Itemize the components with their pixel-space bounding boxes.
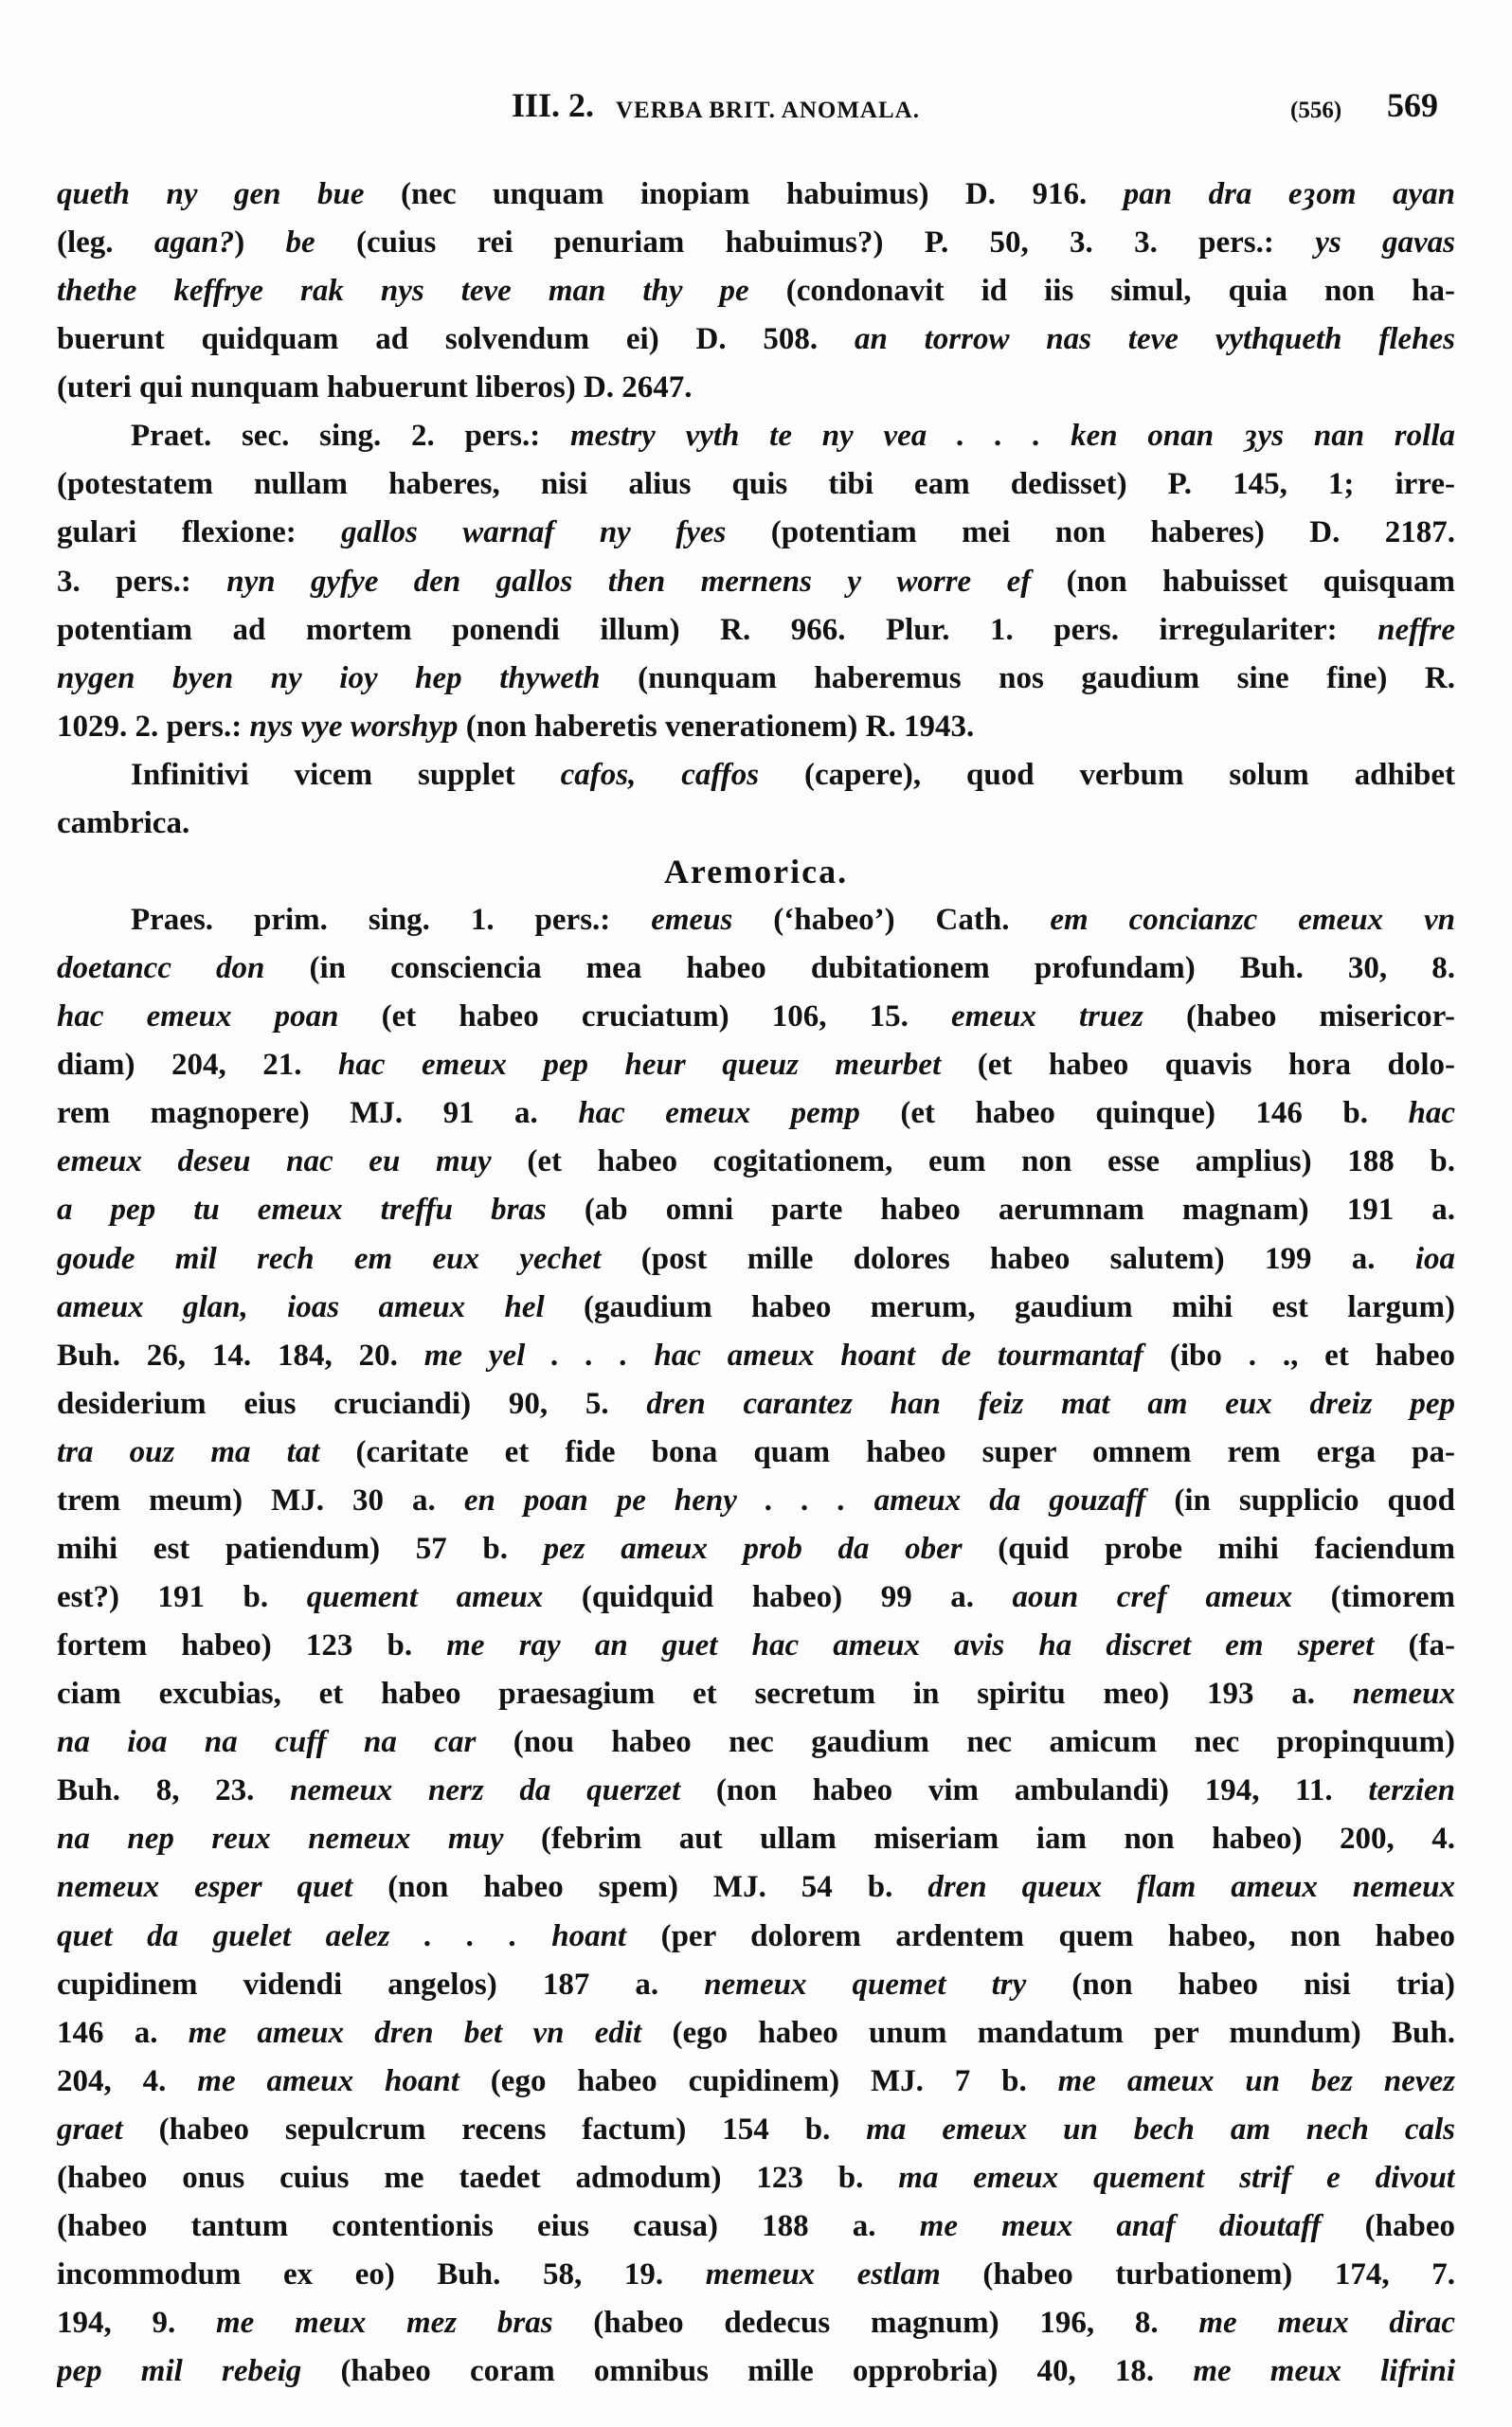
text-line	[57, 1913, 1455, 1961]
latin-text: cambrica.	[57, 805, 190, 840]
latin-text: (febrim aut ullam miseriam iam non habeo) 200, 4.	[503, 1822, 1455, 1857]
latin-text: (habeo tantum contentionis eius causa) 188 a.	[57, 2208, 920, 2243]
text-line	[57, 2202, 1455, 2251]
original-page-number: (556)	[1290, 98, 1342, 123]
celtic-citation: me meux dirac	[1198, 2306, 1455, 2341]
latin-text: (habeo misericor-	[1143, 999, 1455, 1034]
latin-text: (quidquid habeo) 99 a.	[543, 1580, 1013, 1615]
section-number: III. 2.	[512, 86, 595, 124]
latin-text: 146 a.	[57, 2015, 189, 2050]
latin-text: (habeo	[1321, 2208, 1455, 2243]
text-line	[57, 1380, 1455, 1429]
text-line	[131, 412, 1455, 460]
text-line	[57, 171, 1455, 219]
text-line	[57, 1186, 1455, 1234]
text-line	[57, 1670, 1455, 1718]
text-line	[57, 2154, 1455, 2202]
latin-text: cupidinem videndi angelos) 187 a.	[57, 1967, 705, 2002]
latin-text: Praes. prim. sing. 1. pers.:	[131, 903, 652, 938]
latin-text: (non habuisset quisquam	[1031, 564, 1455, 599]
latin-text: est?) 191 b.	[57, 1580, 307, 1615]
celtic-citation: dren carantez han feiz mat am eux dreiz pep	[646, 1386, 1455, 1421]
latin-text: (nec unquam inopiam habuimus) D. 916.	[364, 177, 1124, 211]
latin-text: (habeo coram omnibus mille opprobria) 40, 18.	[301, 2354, 1194, 2389]
celtic-citation: emeus	[651, 903, 733, 938]
celtic-citation: me yel . . . hac ameux hoant de tourmantaf	[423, 1338, 1144, 1373]
celtic-citation: ma emeux quement strif e divout	[898, 2160, 1455, 2195]
celtic-citation: cafos, caffos	[560, 757, 760, 792]
latin-text: (et habeo quavis hora dolo-	[941, 1048, 1455, 1083]
celtic-citation: nygen byen ny ioy hep thyweth	[57, 660, 601, 695]
latin-text: rem magnopere) MJ. 91 a.	[57, 1096, 579, 1131]
latin-text: (per dolorem ardentem quem habeo, non habeo	[626, 1918, 1455, 1953]
celtic-citation: neffre	[1377, 612, 1455, 647]
latin-text: (timorem	[1292, 1580, 1455, 1615]
celtic-citation: emeux deseu nac eu muy	[57, 1144, 492, 1179]
latin-text: (non habeo spem) MJ. 54 b.	[352, 1870, 928, 1905]
text-line	[57, 267, 1455, 315]
latin-text: (non haberetis venerationem) R. 1943.	[458, 709, 975, 744]
celtic-citation: me ameux un bez nevez	[1057, 2063, 1455, 2098]
celtic-citation: me ameux dren bet vn edit	[188, 2015, 642, 2050]
text-line	[57, 364, 1455, 412]
latin-text: Buh. 26, 14. 184, 20.	[57, 1338, 424, 1373]
latin-text: buerunt quidquam ad solvendum ei) D. 508.	[57, 322, 855, 357]
latin-text: incommodum ex eo) Buh. 58, 19.	[57, 2257, 706, 2292]
latin-text: (leg.	[57, 225, 154, 261]
celtic-citation: en poan pe heny . . . ameux da gouzaff	[463, 1483, 1146, 1518]
celtic-citation: nemeux quemet try	[704, 1967, 1027, 2002]
latin-text: diam) 204, 21.	[57, 1048, 339, 1083]
latin-text: desiderium eius cruciandi) 90, 5.	[57, 1386, 647, 1421]
celtic-citation: me meux anaf dioutaff	[919, 2208, 1322, 2243]
latin-text: (‘habeo’) Cath.	[732, 903, 1051, 938]
celtic-citation: hac emeux poan	[57, 999, 339, 1034]
text-line	[131, 896, 1455, 944]
latin-text: )	[234, 225, 286, 261]
celtic-citation: hac emeux pep heur queuz meurbet	[338, 1048, 942, 1083]
text-line	[57, 558, 1455, 606]
text-line	[57, 1622, 1455, 1670]
latin-text: (nou habeo nec gaudium nec amicum nec propinquum)	[476, 1725, 1455, 1760]
latin-text: (habeo turbationem) 174, 7.	[940, 2257, 1455, 2292]
celtic-citation: nyn gyfye den gallos then mernens y worre ef	[226, 564, 1032, 599]
latin-text: ciam excubias, et habeo praesagium et secretum in spiritu meo) 193 a.	[57, 1677, 1353, 1712]
latin-text: (ab omni parte habeo aerumnam magnam) 191 a.	[546, 1193, 1455, 1228]
celtic-citation: queth ny gen bue	[57, 177, 365, 211]
text-line	[57, 1235, 1455, 1284]
celtic-citation: quement ameux	[306, 1580, 544, 1615]
latin-text: (et habeo cruciatum) 106, 15.	[338, 999, 952, 1034]
celtic-citation: an torrow nas teve vythqueth flehes	[854, 322, 1455, 357]
celtic-citation: ys gavas	[1315, 225, 1455, 261]
latin-text: (in supplicio quod	[1145, 1483, 1455, 1518]
celtic-citation: em concianzc emeux vn	[1050, 903, 1455, 938]
latin-text: mihi est patiendum) 57 b.	[57, 1531, 544, 1566]
celtic-citation: hac emeux pemp	[578, 1096, 860, 1131]
text-line	[57, 1089, 1455, 1138]
celtic-citation: quet da guelet aelez . . . hoant	[57, 1918, 627, 1953]
celtic-citation: ma emeux un bech am nech cals	[866, 2112, 1455, 2147]
celtic-citation: pan dra eȝom ayan	[1123, 177, 1455, 211]
celtic-citation: ioa	[1414, 1241, 1455, 1276]
latin-text: (et habeo quinque) 146 b.	[859, 1096, 1409, 1131]
latin-text: (in consciencia mea habeo dubitationem profundam) Buh. 30, 8.	[264, 951, 1455, 986]
celtic-citation: pez ameux prob da ober	[543, 1531, 963, 1566]
running-title: VERBA BRIT. ANOMALA.	[616, 98, 920, 123]
latin-text: (habeo sepulcrum recens factum) 154 b.	[122, 2112, 867, 2147]
latin-text: (fa-	[1374, 1628, 1455, 1663]
latin-text: (post mille dolores habeo salutem) 199 a.	[601, 1241, 1415, 1276]
latin-text: (ego habeo cupidinem) MJ. 7 b.	[459, 2063, 1058, 2098]
text-line	[57, 1138, 1455, 1186]
latin-text: (ibo . ., et habeo	[1143, 1338, 1455, 1373]
text-line	[57, 1332, 1455, 1380]
celtic-citation: me meux lifrini	[1193, 2354, 1455, 2389]
celtic-citation: agan?	[153, 225, 235, 261]
text-line	[57, 1525, 1455, 1573]
latin-text: (nunquam haberemus nos gaudium sine fine) R.	[600, 660, 1455, 695]
latin-text: Buh. 8, 23.	[57, 1773, 291, 1808]
text-line	[57, 1477, 1455, 1525]
text-line	[57, 219, 1455, 267]
latin-text: (gaudium habeo merum, gaudium mihi est largum)	[544, 1289, 1455, 1324]
latin-text: (uteri qui nunquam habuerunt liberos) D. 2647.	[57, 370, 693, 405]
text-line	[57, 1767, 1455, 1815]
latin-text: (capere), quod verbum solum adhibet	[759, 757, 1455, 792]
latin-text: 3. pers.:	[57, 564, 227, 599]
celtic-citation: me meux mez bras	[216, 2306, 553, 2341]
text-line	[57, 1284, 1455, 1332]
celtic-citation: thethe keffrye rak nys teve man thy pe	[57, 274, 749, 309]
latin-text: 204, 4.	[57, 2063, 198, 2098]
celtic-citation: nys vye worshyp	[249, 709, 459, 744]
celtic-citation: na ioa na cuff na car	[57, 1725, 477, 1760]
text-line	[57, 1863, 1455, 1912]
latin-text: (non habeo vim ambulandi) 194, 11.	[680, 1773, 1369, 1808]
celtic-citation: pep mil rebeig	[57, 2354, 302, 2389]
text-line	[57, 703, 1455, 751]
text-line	[57, 993, 1455, 1041]
latin-text: (potentiam mei non haberes) D. 2187.	[726, 515, 1455, 550]
latin-text: (et habeo cogitationem, eum non esse amplius) 188 b.	[491, 1144, 1455, 1179]
text-line	[57, 2251, 1455, 2299]
celtic-citation: graet	[57, 2112, 123, 2147]
celtic-citation: nemeux esper quet	[57, 1870, 353, 1905]
text-line	[57, 2058, 1455, 2106]
celtic-citation: tra ouz ma tat	[57, 1434, 320, 1469]
celtic-citation: gallos warnaf ny fyes	[341, 515, 727, 550]
latin-text: (ego habeo unum mandatum per mundum) Buh.	[641, 2015, 1455, 2050]
celtic-citation: me ameux hoant	[197, 2063, 459, 2098]
latin-text: 1029. 2. pers.:	[57, 709, 250, 744]
text-line	[57, 2106, 1455, 2154]
latin-text: (quid probe mihi faciendum	[962, 1531, 1455, 1566]
text-line	[57, 2347, 1455, 2396]
text-line	[57, 1961, 1455, 2009]
text-line	[57, 1718, 1455, 1767]
celtic-citation: memeux estlam	[705, 2257, 941, 2292]
latin-text: (cuius rei penuriam habuimus?) P. 50, 3. 3. pers.:	[315, 225, 1316, 261]
latin-text: (habeo dedecus magnum) 196, 8.	[552, 2306, 1199, 2341]
text-line	[57, 944, 1455, 993]
latin-text: 194, 9.	[57, 2306, 216, 2341]
celtic-citation: me ray an guet hac ameux avis ha discret em speret	[446, 1628, 1375, 1663]
text-line	[57, 315, 1455, 364]
text-line	[57, 2009, 1455, 2058]
celtic-citation: nemeux nerz da querzet	[290, 1773, 681, 1808]
celtic-citation: doetancc don	[57, 951, 265, 986]
latin-text: (condonavit id iis simul, quia non ha-	[748, 274, 1455, 309]
latin-text: (caritate et fide bona quam habeo super omnem rem erga pa-	[319, 1434, 1455, 1469]
latin-text: Praet. sec. sing. 2. pers.:	[131, 419, 570, 454]
celtic-citation: goude mil rech em eux yechet	[57, 1241, 602, 1276]
text-line	[57, 606, 1455, 655]
celtic-citation: nemeux	[1352, 1677, 1455, 1712]
latin-text: (potestatem nullam haberes, nisi alius quis tibi eam dedisset) P. 145, 1; irre-	[57, 467, 1455, 502]
celtic-citation: mestry vyth te ny vea . . . ken onan ȝys nan rolla	[570, 419, 1455, 454]
latin-text: (non habeo nisi tria)	[1026, 1967, 1455, 2002]
text-line	[57, 1429, 1455, 1477]
text-line	[57, 1815, 1455, 1863]
text-line	[57, 2299, 1455, 2347]
latin-text: fortem habeo) 123 b.	[57, 1628, 447, 1663]
celtic-citation: terzien	[1368, 1773, 1455, 1808]
section-heading: Aremorica.	[663, 852, 849, 890]
latin-text: Infinitivi vicem supplet	[131, 757, 561, 792]
latin-text: gulari flexione:	[57, 515, 342, 550]
text-line	[57, 1573, 1455, 1622]
latin-text: (habeo onus cuius me taedet admodum) 123 b.	[57, 2160, 899, 2195]
text-line	[131, 751, 1455, 800]
text-line	[57, 655, 1455, 703]
latin-text: potentiam ad mortem ponendi illum) R. 966. Plur. 1. pers. irregulariter:	[57, 612, 1378, 647]
celtic-citation: emeux truez	[951, 999, 1143, 1034]
text-line	[57, 460, 1455, 509]
celtic-citation: be	[285, 225, 315, 261]
celtic-citation: a pep tu emeux treffu bras	[57, 1193, 547, 1228]
celtic-citation: na nep reux nemeux muy	[57, 1822, 504, 1857]
celtic-citation: aoun cref ameux	[1012, 1580, 1293, 1615]
celtic-citation: dren queux flam ameux nemeux	[927, 1870, 1455, 1905]
latin-text: trem meum) MJ. 30 a.	[57, 1483, 464, 1518]
text-line	[57, 1041, 1455, 1089]
text-line	[57, 509, 1455, 557]
celtic-citation: ameux glan, ioas ameux hel	[57, 1289, 545, 1324]
page-number: 569	[1387, 86, 1438, 124]
text-line	[57, 800, 1455, 848]
celtic-citation: hac	[1408, 1096, 1455, 1131]
